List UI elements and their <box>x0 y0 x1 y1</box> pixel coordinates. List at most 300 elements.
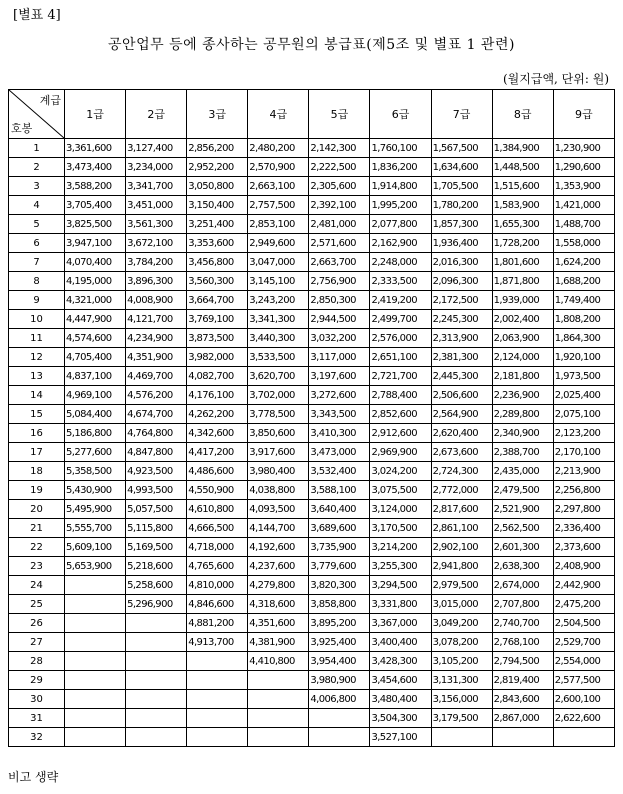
salary-cell <box>187 652 248 671</box>
salary-cell: 2,740,700 <box>492 614 553 633</box>
salary-cell: 2,571,600 <box>309 234 370 253</box>
salary-cell: 5,084,400 <box>65 405 126 424</box>
step-cell: 29 <box>9 671 65 690</box>
salary-cell: 3,214,200 <box>370 538 431 557</box>
salary-cell: 2,162,900 <box>370 234 431 253</box>
table-row <box>9 196 615 215</box>
salary-cell: 2,861,100 <box>431 519 492 538</box>
salary-cell: 2,445,300 <box>431 367 492 386</box>
salary-cell: 2,867,000 <box>492 709 553 728</box>
salary-cell <box>65 690 126 709</box>
salary-cell: 5,277,600 <box>65 443 126 462</box>
salary-cell: 1,973,500 <box>553 367 614 386</box>
salary-cell: 3,400,400 <box>370 633 431 652</box>
salary-cell: 2,063,900 <box>492 329 553 348</box>
step-cell: 28 <box>9 652 65 671</box>
salary-cell: 1,780,200 <box>431 196 492 215</box>
salary-cell: 2,419,200 <box>370 291 431 310</box>
salary-cell <box>553 728 614 747</box>
step-cell: 3 <box>9 177 65 196</box>
salary-cell: 4,262,200 <box>187 405 248 424</box>
salary-cell: 3,251,400 <box>187 215 248 234</box>
salary-cell <box>126 633 187 652</box>
salary-cell: 2,236,900 <box>492 386 553 405</box>
corner-header-cell <box>9 90 65 139</box>
salary-cell: 2,025,400 <box>553 386 614 405</box>
salary-cell: 4,410,800 <box>248 652 309 671</box>
salary-cell: 5,609,100 <box>65 538 126 557</box>
salary-cell: 2,077,800 <box>370 215 431 234</box>
salary-cell: 3,473,400 <box>65 158 126 177</box>
table-row <box>9 234 615 253</box>
salary-cell <box>65 671 126 690</box>
salary-cell: 3,015,000 <box>431 595 492 614</box>
salary-cell: 5,555,700 <box>65 519 126 538</box>
salary-cell <box>431 728 492 747</box>
table-row <box>9 272 615 291</box>
salary-cell: 2,096,300 <box>431 272 492 291</box>
salary-cell: 2,674,000 <box>492 576 553 595</box>
salary-cell: 1,749,400 <box>553 291 614 310</box>
salary-cell: 2,313,900 <box>431 329 492 348</box>
salary-cell: 2,576,000 <box>370 329 431 348</box>
salary-cell: 2,564,900 <box>431 405 492 424</box>
salary-cell: 2,756,900 <box>309 272 370 291</box>
salary-cell: 4,237,600 <box>248 557 309 576</box>
step-cell: 13 <box>9 367 65 386</box>
salary-cell: 4,846,600 <box>187 595 248 614</box>
table-row <box>9 291 615 310</box>
salary-cell: 4,038,800 <box>248 481 309 500</box>
salary-cell: 3,560,300 <box>187 272 248 291</box>
salary-cell: 5,258,600 <box>126 576 187 595</box>
salary-cell <box>65 614 126 633</box>
table-body <box>9 139 615 747</box>
salary-cell: 1,515,600 <box>492 177 553 196</box>
salary-cell <box>248 690 309 709</box>
step-cell: 8 <box>9 272 65 291</box>
salary-cell: 2,506,600 <box>431 386 492 405</box>
salary-cell: 3,047,000 <box>248 253 309 272</box>
salary-cell: 4,969,100 <box>65 386 126 405</box>
salary-cell: 3,640,400 <box>309 500 370 519</box>
salary-cell: 4,176,100 <box>187 386 248 405</box>
salary-cell: 3,825,500 <box>65 215 126 234</box>
salary-cell: 2,289,800 <box>492 405 553 424</box>
salary-cell <box>65 595 126 614</box>
salary-cell: 2,075,100 <box>553 405 614 424</box>
salary-cell: 3,075,500 <box>370 481 431 500</box>
salary-cell <box>248 709 309 728</box>
salary-cell <box>187 728 248 747</box>
salary-cell: 5,169,500 <box>126 538 187 557</box>
salary-cell: 1,760,100 <box>370 139 431 158</box>
salary-cell: 3,533,500 <box>248 348 309 367</box>
salary-cell: 3,925,400 <box>309 633 370 652</box>
table-row <box>9 633 615 652</box>
salary-cell: 3,689,600 <box>309 519 370 538</box>
table-row <box>9 253 615 272</box>
salary-cell: 4,144,700 <box>248 519 309 538</box>
table-row <box>9 557 615 576</box>
salary-cell: 3,672,100 <box>126 234 187 253</box>
salary-cell: 3,480,400 <box>370 690 431 709</box>
salary-cell: 4,810,000 <box>187 576 248 595</box>
salary-cell: 3,440,300 <box>248 329 309 348</box>
salary-cell: 3,024,200 <box>370 462 431 481</box>
salary-cell <box>126 728 187 747</box>
table-row <box>9 443 615 462</box>
salary-cell: 1,936,400 <box>431 234 492 253</box>
salary-cell: 3,234,000 <box>126 158 187 177</box>
salary-cell: 3,895,200 <box>309 614 370 633</box>
salary-cell: 1,230,900 <box>553 139 614 158</box>
table-row <box>9 158 615 177</box>
salary-cell: 3,243,200 <box>248 291 309 310</box>
salary-cell: 3,341,300 <box>248 310 309 329</box>
salary-cell: 5,296,900 <box>126 595 187 614</box>
salary-cell: 4,574,600 <box>65 329 126 348</box>
step-cell: 26 <box>9 614 65 633</box>
grade-header-cell: 1급 <box>65 90 126 139</box>
salary-cell: 2,562,500 <box>492 519 553 538</box>
salary-cell: 3,197,600 <box>309 367 370 386</box>
salary-cell: 4,847,800 <box>126 443 187 462</box>
salary-cell: 2,856,200 <box>187 139 248 158</box>
salary-cell: 3,858,800 <box>309 595 370 614</box>
salary-cell <box>65 576 126 595</box>
table-row <box>9 139 615 158</box>
salary-cell: 2,481,000 <box>309 215 370 234</box>
table-row <box>9 215 615 234</box>
step-cell: 24 <box>9 576 65 595</box>
salary-cell: 4,279,800 <box>248 576 309 595</box>
salary-cell: 4,417,200 <box>187 443 248 462</box>
salary-cell: 3,456,800 <box>187 253 248 272</box>
salary-cell: 3,850,600 <box>248 424 309 443</box>
salary-cell: 3,896,300 <box>126 272 187 291</box>
salary-cell: 5,057,500 <box>126 500 187 519</box>
annex-label: [별표 4] <box>13 8 61 23</box>
salary-cell: 1,864,300 <box>553 329 614 348</box>
salary-cell: 3,179,500 <box>431 709 492 728</box>
salary-cell: 2,819,400 <box>492 671 553 690</box>
salary-cell: 2,124,000 <box>492 348 553 367</box>
table-row <box>9 462 615 481</box>
salary-cell: 1,914,800 <box>370 177 431 196</box>
salary-cell: 1,488,700 <box>553 215 614 234</box>
salary-cell: 1,624,200 <box>553 253 614 272</box>
table-row <box>9 709 615 728</box>
document-title: 공안업무 등에 종사하는 공무원의 봉급표(제5조 및 별표 1 관련) <box>108 37 515 53</box>
salary-cell: 3,105,200 <box>431 652 492 671</box>
salary-cell: 3,049,200 <box>431 614 492 633</box>
salary-cell: 5,218,600 <box>126 557 187 576</box>
table-row <box>9 310 615 329</box>
salary-cell: 4,666,500 <box>187 519 248 538</box>
salary-cell: 2,554,000 <box>553 652 614 671</box>
salary-cell: 2,843,600 <box>492 690 553 709</box>
corner-grade-label: 계급 <box>39 94 61 107</box>
salary-cell: 4,351,900 <box>126 348 187 367</box>
salary-cell <box>187 671 248 690</box>
salary-cell: 4,234,900 <box>126 329 187 348</box>
salary-cell: 3,410,300 <box>309 424 370 443</box>
salary-cell: 3,131,300 <box>431 671 492 690</box>
salary-cell: 4,881,200 <box>187 614 248 633</box>
salary-cell: 2,388,700 <box>492 443 553 462</box>
salary-cell: 1,728,200 <box>492 234 553 253</box>
salary-cell: 1,421,000 <box>553 196 614 215</box>
salary-cell: 1,688,200 <box>553 272 614 291</box>
salary-cell <box>126 652 187 671</box>
salary-cell: 2,620,400 <box>431 424 492 443</box>
salary-cell <box>65 709 126 728</box>
salary-cell: 4,576,200 <box>126 386 187 405</box>
salary-cell: 1,558,000 <box>553 234 614 253</box>
salary-cell: 1,290,600 <box>553 158 614 177</box>
salary-cell: 2,651,100 <box>370 348 431 367</box>
step-cell: 15 <box>9 405 65 424</box>
unit-note: (월지급액, 단위: 원) <box>503 72 609 86</box>
salary-cell: 2,817,600 <box>431 500 492 519</box>
salary-cell: 3,917,600 <box>248 443 309 462</box>
header-row <box>9 90 615 139</box>
salary-cell: 2,142,300 <box>309 139 370 158</box>
step-cell: 22 <box>9 538 65 557</box>
salary-cell: 3,769,100 <box>187 310 248 329</box>
salary-cell: 4,006,800 <box>309 690 370 709</box>
salary-cell: 1,808,200 <box>553 310 614 329</box>
salary-cell: 5,653,900 <box>65 557 126 576</box>
salary-cell <box>65 633 126 652</box>
step-cell: 21 <box>9 519 65 538</box>
salary-cell: 5,495,900 <box>65 500 126 519</box>
step-cell: 11 <box>9 329 65 348</box>
salary-cell: 3,778,500 <box>248 405 309 424</box>
step-cell: 9 <box>9 291 65 310</box>
salary-cell: 2,333,500 <box>370 272 431 291</box>
salary-cell: 3,272,600 <box>309 386 370 405</box>
salary-cell: 4,550,900 <box>187 481 248 500</box>
salary-cell: 2,222,500 <box>309 158 370 177</box>
salary-cell: 4,342,600 <box>187 424 248 443</box>
salary-cell: 2,721,700 <box>370 367 431 386</box>
grade-header-cell: 8급 <box>492 90 553 139</box>
salary-cell: 2,622,600 <box>553 709 614 728</box>
step-cell: 10 <box>9 310 65 329</box>
footer-note: 비고 생략 <box>8 770 59 784</box>
salary-cell: 2,663,700 <box>309 253 370 272</box>
salary-cell: 1,920,100 <box>553 348 614 367</box>
salary-cell: 4,718,000 <box>187 538 248 557</box>
salary-cell: 3,532,400 <box>309 462 370 481</box>
salary-cell: 3,361,600 <box>65 139 126 158</box>
salary-cell: 1,801,600 <box>492 253 553 272</box>
table-row <box>9 652 615 671</box>
salary-cell: 1,871,800 <box>492 272 553 291</box>
salary-cell: 3,735,900 <box>309 538 370 557</box>
salary-cell: 3,367,000 <box>370 614 431 633</box>
salary-cell: 4,765,600 <box>187 557 248 576</box>
salary-cell <box>248 728 309 747</box>
step-cell: 7 <box>9 253 65 272</box>
salary-cell: 3,078,200 <box>431 633 492 652</box>
salary-cell: 2,570,900 <box>248 158 309 177</box>
salary-cell: 2,707,800 <box>492 595 553 614</box>
salary-cell: 3,980,400 <box>248 462 309 481</box>
salary-cell: 1,448,500 <box>492 158 553 177</box>
salary-cell: 2,256,800 <box>553 481 614 500</box>
salary-cell: 2,373,600 <box>553 538 614 557</box>
salary-cell: 2,949,600 <box>248 234 309 253</box>
salary-cell: 2,638,300 <box>492 557 553 576</box>
salary-cell: 3,561,300 <box>126 215 187 234</box>
salary-cell: 2,499,700 <box>370 310 431 329</box>
step-cell: 31 <box>9 709 65 728</box>
salary-cell <box>492 728 553 747</box>
salary-cell: 3,117,000 <box>309 348 370 367</box>
salary-cell: 2,479,500 <box>492 481 553 500</box>
salary-cell: 3,454,600 <box>370 671 431 690</box>
step-cell: 14 <box>9 386 65 405</box>
salary-cell: 5,430,900 <box>65 481 126 500</box>
salary-cell: 2,248,000 <box>370 253 431 272</box>
corner-step-label: 호봉 <box>11 122 33 135</box>
salary-cell: 4,093,500 <box>248 500 309 519</box>
salary-cell: 3,980,900 <box>309 671 370 690</box>
salary-cell: 2,663,100 <box>248 177 309 196</box>
salary-cell: 1,995,200 <box>370 196 431 215</box>
salary-cell: 1,583,900 <box>492 196 553 215</box>
salary-cell: 4,082,700 <box>187 367 248 386</box>
salary-cell: 1,857,300 <box>431 215 492 234</box>
salary-cell: 5,358,500 <box>65 462 126 481</box>
table-row <box>9 405 615 424</box>
salary-cell: 3,343,500 <box>309 405 370 424</box>
grade-header-cell: 3급 <box>187 90 248 139</box>
salary-cell: 1,384,900 <box>492 139 553 158</box>
salary-cell <box>65 728 126 747</box>
step-cell: 20 <box>9 500 65 519</box>
salary-cell: 2,181,800 <box>492 367 553 386</box>
salary-cell <box>126 671 187 690</box>
salary-cell: 3,032,200 <box>309 329 370 348</box>
step-cell: 19 <box>9 481 65 500</box>
salary-cell: 3,982,000 <box>187 348 248 367</box>
salary-cell <box>187 709 248 728</box>
salary-cell: 4,913,700 <box>187 633 248 652</box>
table-row <box>9 690 615 709</box>
salary-cell: 2,002,400 <box>492 310 553 329</box>
salary-cell: 2,480,200 <box>248 139 309 158</box>
step-cell: 18 <box>9 462 65 481</box>
salary-cell: 3,050,800 <box>187 177 248 196</box>
salary-cell: 4,469,700 <box>126 367 187 386</box>
salary-cell: 4,121,700 <box>126 310 187 329</box>
salary-cell: 2,902,100 <box>431 538 492 557</box>
salary-cell: 4,447,900 <box>65 310 126 329</box>
salary-cell <box>126 690 187 709</box>
salary-cell <box>126 614 187 633</box>
salary-cell <box>248 671 309 690</box>
step-cell: 25 <box>9 595 65 614</box>
salary-cell: 2,336,400 <box>553 519 614 538</box>
salary-cell: 3,664,700 <box>187 291 248 310</box>
salary-cell: 3,451,000 <box>126 196 187 215</box>
salary-cell: 4,192,600 <box>248 538 309 557</box>
salary-cell: 4,993,500 <box>126 481 187 500</box>
salary-cell: 3,954,400 <box>309 652 370 671</box>
step-cell: 6 <box>9 234 65 253</box>
salary-cell: 2,504,500 <box>553 614 614 633</box>
salary-cell: 2,172,500 <box>431 291 492 310</box>
salary-cell: 3,294,500 <box>370 576 431 595</box>
salary-cell: 2,757,500 <box>248 196 309 215</box>
salary-cell: 3,170,500 <box>370 519 431 538</box>
salary-cell: 1,939,000 <box>492 291 553 310</box>
salary-cell: 3,145,100 <box>248 272 309 291</box>
grade-header-cell: 4급 <box>248 90 309 139</box>
salary-cell: 2,245,300 <box>431 310 492 329</box>
salary-cell: 4,610,800 <box>187 500 248 519</box>
salary-cell: 3,341,700 <box>126 177 187 196</box>
salary-cell: 1,567,500 <box>431 139 492 158</box>
step-cell: 2 <box>9 158 65 177</box>
salary-cell: 2,392,100 <box>309 196 370 215</box>
grade-header-cell: 5급 <box>309 90 370 139</box>
table-row <box>9 728 615 747</box>
salary-cell: 2,912,600 <box>370 424 431 443</box>
salary-cell: 3,353,600 <box>187 234 248 253</box>
salary-cell: 3,428,300 <box>370 652 431 671</box>
salary-cell: 3,702,000 <box>248 386 309 405</box>
salary-cell: 3,873,500 <box>187 329 248 348</box>
grade-header-cell: 7급 <box>431 90 492 139</box>
salary-cell: 2,788,400 <box>370 386 431 405</box>
salary-cell: 3,150,400 <box>187 196 248 215</box>
salary-cell: 4,195,000 <box>65 272 126 291</box>
salary-cell: 2,941,800 <box>431 557 492 576</box>
salary-cell: 4,008,900 <box>126 291 187 310</box>
salary-cell: 5,186,800 <box>65 424 126 443</box>
salary-cell: 2,521,900 <box>492 500 553 519</box>
salary-cell: 4,764,800 <box>126 424 187 443</box>
salary-cell: 2,772,000 <box>431 481 492 500</box>
salary-cell: 3,331,800 <box>370 595 431 614</box>
salary-cell: 4,318,600 <box>248 595 309 614</box>
salary-cell: 2,673,600 <box>431 443 492 462</box>
step-cell: 4 <box>9 196 65 215</box>
salary-cell: 2,170,100 <box>553 443 614 462</box>
table-row <box>9 386 615 405</box>
salary-cell: 3,588,100 <box>309 481 370 500</box>
salary-cell: 2,213,900 <box>553 462 614 481</box>
table-row <box>9 348 615 367</box>
grade-header-cell: 9급 <box>553 90 614 139</box>
salary-cell: 2,768,100 <box>492 633 553 652</box>
salary-cell: 4,923,500 <box>126 462 187 481</box>
salary-cell: 2,016,300 <box>431 253 492 272</box>
salary-cell: 2,577,500 <box>553 671 614 690</box>
salary-cell: 3,255,300 <box>370 557 431 576</box>
salary-cell: 3,705,400 <box>65 196 126 215</box>
grade-header-cell: 6급 <box>370 90 431 139</box>
salary-cell: 2,600,100 <box>553 690 614 709</box>
salary-cell: 2,305,600 <box>309 177 370 196</box>
salary-cell: 2,969,900 <box>370 443 431 462</box>
salary-cell: 3,504,300 <box>370 709 431 728</box>
